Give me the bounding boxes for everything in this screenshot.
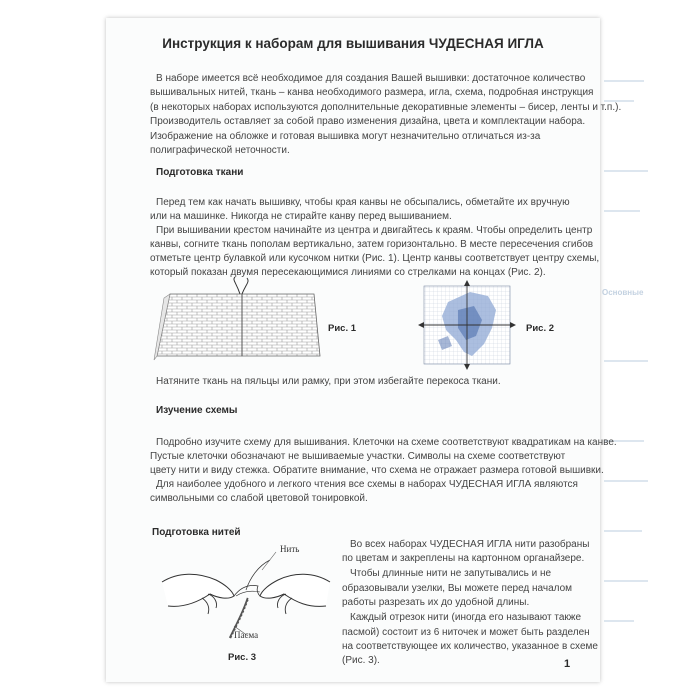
- scheme-center-illustration: [418, 280, 516, 370]
- instruction-page: [106, 18, 622, 682]
- intro-line-5: Изображение на обложке и готовая вышивка могут незначительно отличаться из-за: [150, 131, 541, 142]
- skein-label: Пасма: [234, 630, 259, 640]
- fabric-line-1: Перед тем как начать вышивку, чтобы края канвы не обсыпались, обметайте их вручную: [156, 197, 570, 208]
- threads-line-2: по цветам и закреплены на картонном органайзере.: [342, 553, 585, 564]
- threads-line-7: пасмой) состоит из 6 ниточек и может быть разделен: [342, 627, 590, 638]
- intro-line-3: (в некоторых наборах используются дополнительные декоративные элементы – бисер, ленты и т.п.).: [150, 102, 622, 113]
- thread-label: Нить: [280, 544, 300, 554]
- figure-3-caption: Рис. 3: [228, 652, 257, 663]
- intro-line-1: В наборе имеется всё необходимое для создания Вашей вышивки: достаточное количество: [156, 73, 586, 84]
- fabric-line-5: отметьте центр булавкой или кусочком нитки (Рис. 1). Центр канвы соответствует центру схемы,: [150, 253, 600, 264]
- folded-canvas-illustration: [152, 276, 322, 366]
- scheme-line-3: цвету нити и виду стежка. Обратите внимание, что схема не отражает размера готовой вышивки.: [150, 465, 604, 476]
- fabric-line-2: или на машинке. Никогда не стирайте канву перед вышиванием.: [150, 211, 452, 222]
- scheme-line-4: Для наиболее удобного и легкого чтения все схемы в наборах ЧУДЕСНАЯ ИГЛА являются: [156, 479, 578, 490]
- threads-line-8: на соответствующее их количество, указанное в схеме: [342, 641, 598, 652]
- threads-line-5: работы разрезать их до удобной длины.: [342, 597, 530, 608]
- figure-1-caption: Рис. 1: [328, 323, 357, 334]
- threads-line-3: Чтобы длинные нити не запутывались и не: [350, 568, 552, 579]
- hoop-instruction: Натяните ткань на пяльцы или рамку, при этом избегайте перекоса ткани.: [156, 376, 501, 387]
- scheme-line-1: Подробно изучите схему для вышивания. Клеточки на схеме соответствуют квадратикам на канве.: [156, 437, 617, 448]
- threads-line-1: Во всех наборах ЧУДЕСНАЯ ИГЛА нити разобраны: [350, 539, 590, 550]
- next-page-edge: Основные: [600, 60, 652, 670]
- page-number: 1: [564, 658, 571, 670]
- intro-line-6: полиграфической неточности.: [150, 145, 290, 156]
- section-heading-scheme: Изучение схемы: [156, 405, 238, 416]
- intro-line-4: Производитель оставляет за собой право изменения дизайна, цвета и комплектации набора.: [150, 116, 586, 127]
- intro-line-2: вышивальных нитей, ткань – канва необходимого размера, игла, схема, подробная инструкция: [150, 87, 594, 98]
- section-heading-threads: Подготовка нитей: [152, 527, 241, 538]
- fabric-line-4: канвы, согните ткань пополам вертикально, затем горизонтально. В месте пересечения сгибов: [150, 239, 594, 250]
- fabric-line-6: который показан двумя пересекающимися линиями со стрелками на концах (Рис. 2).: [150, 267, 546, 278]
- scheme-line-2: Пустые клеточки обозначают не вышиваемые участки. Символы на схеме соответствуют: [150, 451, 566, 462]
- section-heading-fabric: Подготовка ткани: [156, 167, 244, 178]
- threads-line-4: образовывали узелки, Вы можете перед началом: [342, 583, 573, 594]
- fabric-line-3: При вышивании крестом начинайте из центра и двигайтесь к краям. Чтобы определить центр: [156, 225, 593, 236]
- figure-2-caption: Рис. 2: [526, 323, 555, 334]
- threads-line-6: Каждый отрезок нити (иногда его называют также: [350, 612, 582, 623]
- scheme-line-5: символьными со слабой цветовой тонировкой.: [150, 493, 368, 504]
- threads-line-9: (Рис. 3).: [342, 655, 380, 666]
- page-title: Инструкция к наборам для вышивания ЧУДЕСНАЯ ИГЛА: [162, 36, 544, 51]
